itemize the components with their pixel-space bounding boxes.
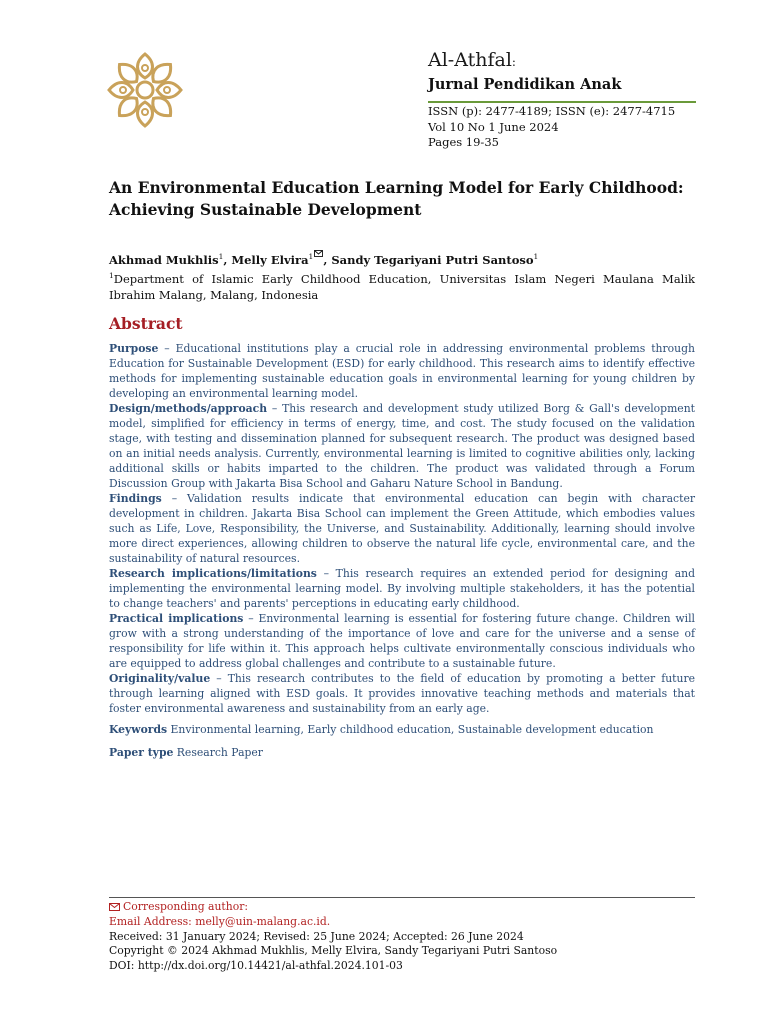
corresponding-label: Corresponding author: <box>123 900 249 913</box>
keywords-text: Environmental learning, Early childhood education, Sustainable development education <box>167 723 654 736</box>
copyright: Copyright © 2024 Akhmad Mukhlis, Melly Elvira, Sandy Tegariyani Putri Santoso <box>109 944 558 958</box>
journal-name-colon: : <box>511 55 516 69</box>
corresponding-author <box>109 900 699 915</box>
journal-name: Al-Athfal: <box>428 49 516 71</box>
section-label: Originality/value <box>109 672 211 685</box>
pages: Pages 19-35 <box>428 135 499 149</box>
section-label: Research implications/limitations <box>109 567 317 580</box>
journal-header <box>428 48 698 95</box>
envelope-icon <box>314 250 323 257</box>
header-rule <box>428 101 696 103</box>
abstract-body <box>109 341 695 716</box>
abstract-section <box>109 491 695 566</box>
section-label: Purpose <box>109 342 159 355</box>
article-title: An Environmental Education Learning Model for Early Childhood: Achieving Sustainable Development <box>109 178 684 219</box>
paper-type <box>109 746 263 759</box>
footer <box>109 900 699 974</box>
section-text: – Environmental learning is essential for fostering future change. Children will grow with a strong understanding of the importance of love and care for the universe and a sense of responsibility for life within it. This approach helps cultivate environmentally conscious individuals who are equipped to address global challenges and contribute to a sustainable future. <box>109 612 695 670</box>
keywords-label: Keywords <box>109 723 168 736</box>
author-sup: 1 <box>533 252 539 261</box>
abstract-section <box>109 341 695 401</box>
footer-rule <box>109 897 695 898</box>
abstract-section <box>109 566 695 611</box>
journal-meta <box>428 104 675 151</box>
abstract-section <box>109 671 695 716</box>
affiliation-text: Department of Islamic Early Childhood Education, Universitas Islam Negeri Maulana Malik Ibrahim Malang, Malang, Indonesia <box>109 271 695 302</box>
affiliation-sup: 1 <box>109 271 114 280</box>
volume: Vol 10 No 1 June 2024 <box>428 119 559 134</box>
doi: DOI: http://dx.doi.org/10.14421/al-athfal.2024.101-03 <box>109 959 403 973</box>
author-list <box>109 250 699 267</box>
author-separator: , <box>223 252 232 267</box>
section-text: – This research contributes to the field of education by promoting a better future through learning aligned with ESD goals. It provides innovative teaching methods and materials that foster environmental awareness and sustainability from an early age. <box>109 672 695 715</box>
section-text: – This research requires an extended period for designing and implementing the environmental learning model. By involving multiple stakeholders, it has the potential to change teachers' and parents' perceptions in educating early childhood. <box>109 567 695 610</box>
email-address: Email Address: melly@uin-malang.ac.id. <box>109 914 331 928</box>
author-sup: 1 <box>218 252 224 261</box>
author-sup: 1 <box>309 252 324 261</box>
author-name: Melly Elvira <box>231 252 309 267</box>
paper-type-text: Research Paper <box>173 746 263 759</box>
journal-logo <box>105 50 185 130</box>
section-text: – This research and development study utilized Borg & Gall's development model, simplified for efficiency in terms of energy, time, and cost. The study focused on the validation stage, with testing and dissemination planned for subsequent research. The product was designed based on an initial needs analysis. Currently, environmental learning is limited to cognitive abilities only, lacking additional skills or habits imparted to the children. The product was validated through a Forum Discussion Group with Jakarta Bisa School and Gaharu Nature School in Bandung. <box>109 402 695 490</box>
article-dates: Received: 31 January 2024; Revised: 25 June 2024; Accepted: 26 June 2024 <box>109 929 524 943</box>
abstract-heading: Abstract <box>109 314 183 333</box>
section-label: Design/methods/approach <box>109 402 268 415</box>
abstract-section <box>109 611 695 671</box>
journal-subtitle: Jurnal Pendidikan Anak <box>428 76 622 93</box>
affiliation <box>109 268 695 303</box>
author-name: Akhmad Mukhlis <box>109 252 219 267</box>
abstract-section <box>109 401 695 491</box>
section-label: Findings <box>109 492 162 505</box>
paper-type-label: Paper type <box>109 746 174 759</box>
section-text: – Validation results indicate that environmental education can begin with character development in children. Jakarta Bisa School can implement the Green Attitude, which embodies values such as Life, Love, Responsibility, the Universe, and Sustainability. Additionally, learning should involve more direct experiences, allowing children to observe the natural life cycle, environmental care, and the sustainability of natural resources. <box>109 492 695 565</box>
author-separator: , <box>323 252 332 267</box>
author-name: Sandy Tegariyani Putri Santoso <box>331 252 534 267</box>
section-label: Practical implications <box>109 612 244 625</box>
envelope-icon <box>109 903 120 911</box>
keywords <box>109 723 699 736</box>
issn: ISSN (p): 2477-4189; ISSN (e): 2477-4715 <box>428 104 676 118</box>
section-text: – Educational institutions play a crucial role in addressing environmental problems through Education for Sustainable Development (ESD) for early childhood. This research aims to identify effective methods for implementing sustainable education goals in environmental learning for young children by developing an environmental learning model. <box>109 342 695 400</box>
